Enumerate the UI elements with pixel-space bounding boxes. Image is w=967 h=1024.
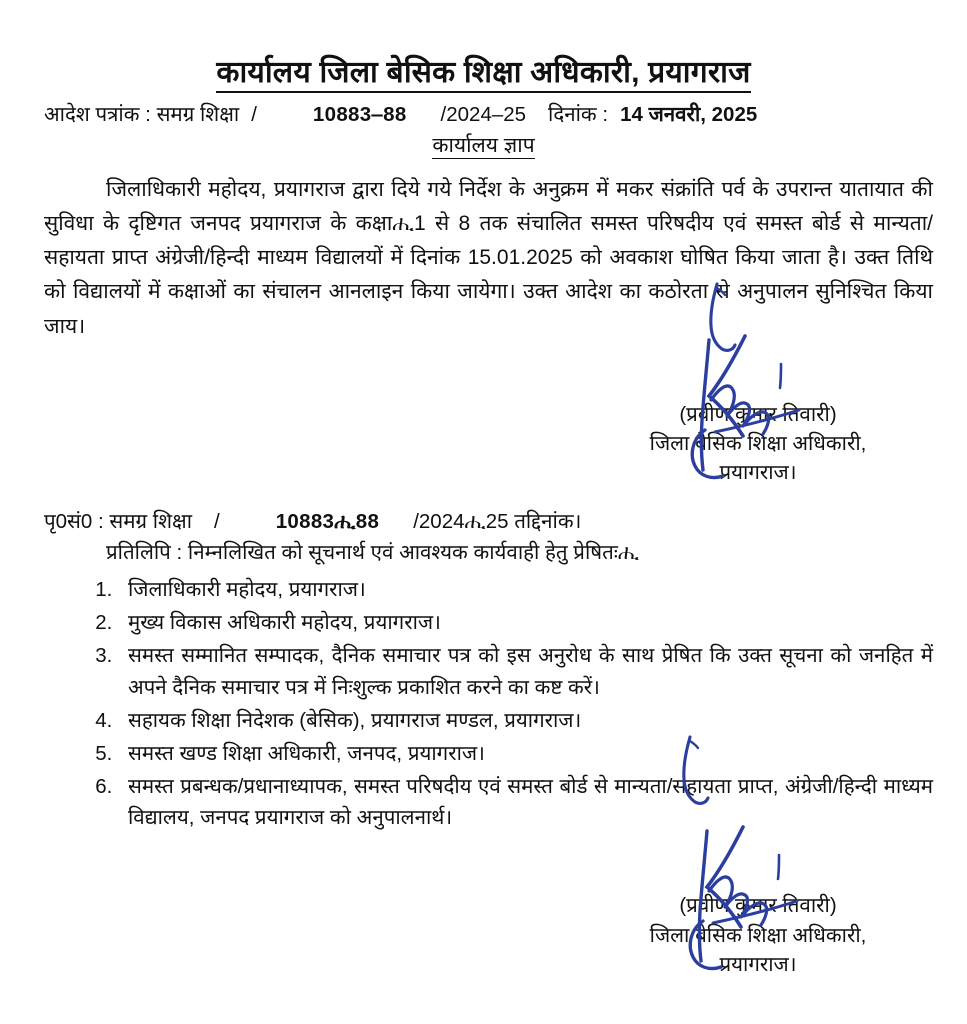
signatory-designation: जिला बेसिक शिक्षा अधिकारी, xyxy=(649,923,867,947)
order-date-value: 14 जनवरी, 2025 xyxy=(620,102,758,126)
order-reference-slash-1: / xyxy=(251,102,257,126)
order-reference-year: 2024‒25 xyxy=(446,102,527,126)
endorsement-label: पृ0सं0 : समग्र शिक्षा xyxy=(44,509,193,533)
signature-block-secondary xyxy=(593,891,923,978)
page-title-text: कार्यालय जिला बेसिक शिक्षा अधिकारी, प्रयागराज xyxy=(216,56,750,93)
copy-forwarded-line: प्रतिलिपि : निम्नलिखित को सूचनार्थ एवं आवश्यक कार्यवाही हेतु प्रेषितःሒ xyxy=(106,541,640,565)
page-title xyxy=(0,0,967,92)
page-subtitle-text: कार्यालय ज्ञाप xyxy=(432,134,535,158)
signatory-city: प्रयागराज। xyxy=(719,952,797,976)
list-item: 1. जिलाधिकारी महोदय, प्रयागराज। xyxy=(118,574,933,605)
order-reference-number: 10883‒88 xyxy=(312,102,407,126)
page-subtitle xyxy=(0,132,967,159)
signatory-city: प्रयागराज। xyxy=(719,460,797,484)
list-item: 4. सहायक शिक्षा निदेशक (बेसिक), प्रयागराज मण्डल, प्रयागराज। xyxy=(118,705,933,736)
order-reference-label: आदेश पत्रांक : समग्र शिक्षा xyxy=(44,102,240,126)
order-date-label: दिनांक : xyxy=(548,102,609,126)
endorsement-year: 2024ሒ25 तद्दिनांक। xyxy=(418,509,582,533)
endorsement-slash-2: / xyxy=(413,509,419,533)
order-reference-line xyxy=(0,102,967,129)
signature-block-primary xyxy=(593,400,923,487)
list-item: 6. समस्त प्रबन्धक/प्रधानाध्यापक, समस्त परिषदीय एवं समस्त बोर्ड से मान्यता/सहायता प्राप्त, अंग्रेजी/हिन्दी माध्यम विद्यालय, जनपद प्रयागराज को अनुपालनार्थ। xyxy=(118,771,933,833)
order-body-paragraph: जिलाधिकारी महोदय, प्रयागराज द्वारा दिये गये निर्देश के अनुक्रम में मकर संक्रांति पर्व के उपरान्त यातायात की सुविधा के दृष्टिगत जनपद प्रयागराज के कक्षाሒ1 से 8 तक संचालित समस्त परिषदीय एवं समस्त बोर्ड से मान्यता/सहायता प्राप्त अंग्रेजी/हिन्दी माध्यम विद्यालयों में दिनांक 15.01.2025 को अवकाश घोषित किया जाता है। उक्त तिथि को विद्यालयों में कक्षाओं का संचालन आनलाइन किया जायेगा। उक्त आदेश का कठोरता से अनुपालन सुनिश्चित किया जाय। xyxy=(44,178,933,338)
signatory-name: (प्रवीण कुमार तिवारी) xyxy=(679,894,837,918)
list-item: 5. समस्त खण्ड शिक्षा अधिकारी, जनपद, प्रयागराज। xyxy=(118,738,933,769)
endorsement-reference-line xyxy=(0,509,967,536)
endorsement-number: 10883ሒ88 xyxy=(275,509,380,533)
list-item: 3. समस्त सम्मानित सम्पादक, दैनिक समाचार पत्र को इस अनुरोध के साथ प्रेषित कि उक्त सूचना को जनहित में अपने दैनिक समाचार पत्र में निःशुल्क प्रकाशित करने का कष्ट करें। xyxy=(118,640,933,702)
list-item: 2. मुख्य विकास अधिकारी महोदय, प्रयागराज। xyxy=(118,607,933,638)
signatory-name: (प्रवीण कुमार तिवारी) xyxy=(679,402,837,426)
order-reference-slash-2: / xyxy=(440,102,447,126)
endorsement-slash-1: / xyxy=(214,509,220,533)
recipients-list xyxy=(44,574,933,833)
signatory-designation: जिला बेसिक शिक्षा अधिकारी, xyxy=(649,431,867,455)
